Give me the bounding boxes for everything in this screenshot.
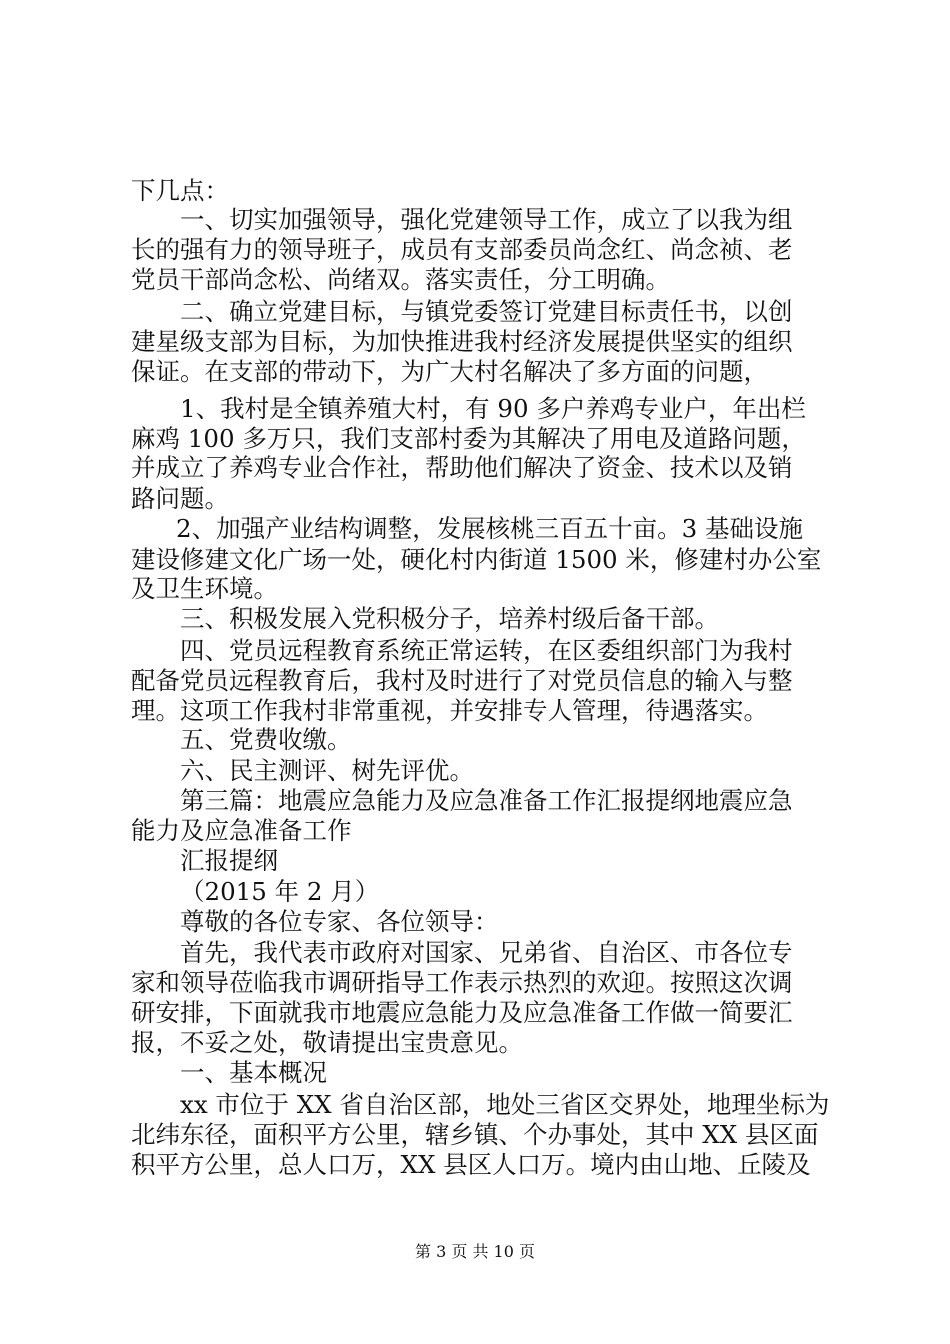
text-line: 长的强有力的领导班子，成员有支部委员尚念红、尚念祯、老 bbox=[131, 235, 793, 264]
text-line: 北纬东径，面积平方公里，辖乡镇、个办事处，其中 XX 县区面 bbox=[131, 1120, 819, 1149]
text-line: 麻鸡 100 多万只，我们支部村委为其解决了用电及道路问题， bbox=[131, 424, 806, 453]
text-line: 积平方公里，总人口万，XX 县区人口万。境内由山地、丘陵及 bbox=[131, 1150, 811, 1179]
text-line: 路问题。 bbox=[131, 484, 229, 513]
text-line: 二、确立党建目标，与镇党委签订党建目标责任书，以创 bbox=[180, 297, 793, 326]
text-line: （2015 年 2 月） bbox=[180, 877, 380, 906]
text-line: 汇报提纲 bbox=[180, 846, 278, 875]
text-line: 一、基本概况 bbox=[180, 1058, 327, 1087]
text-line: 报，不妥之处，敬请提出宝贵意见。 bbox=[131, 1028, 523, 1057]
text-line: 1、我村是全镇养殖大村，有 90 多户养鸡专业户，年出栏 bbox=[180, 394, 806, 423]
text-line: 六、民主测评、树先评优。 bbox=[180, 756, 474, 785]
text-line: 配备党员远程教育后，我村及时进行了对党员信息的输入与整 bbox=[131, 666, 793, 695]
text-line: 研安排，下面就我市地震应急能力及应急准备工作做一简要汇 bbox=[131, 998, 793, 1027]
text-line: xx 市位于 XX 省自治区部，地处三省区交界处，地理坐标为 bbox=[180, 1090, 830, 1119]
page-footer: 第 3 页 共 10 页 bbox=[415, 1242, 535, 1261]
text-line: 2、加强产业结构调整，发展核桃三百五十亩。3 基础设施 bbox=[176, 514, 803, 543]
text-line: 下几点： bbox=[131, 176, 229, 205]
text-line: 首先，我代表市政府对国家、兄弟省、自治区、市各位专 bbox=[180, 938, 793, 967]
text-line: 党员干部尚念松、尚绪双。落实责任，分工明确。 bbox=[131, 265, 670, 294]
text-line: 并成立了养鸡专业合作社，帮助他们解决了资金、技术以及销 bbox=[131, 453, 793, 482]
text-line: 四、党员远程教育系统正常运转，在区委组织部门为我村 bbox=[180, 636, 793, 665]
text-line: 建设修建文化广场一处，硬化村内街道 1500 米，修建村办公室 bbox=[131, 545, 822, 574]
text-line: 能力及应急准备工作 bbox=[131, 816, 352, 845]
text-line: 及卫生环境。 bbox=[131, 574, 278, 603]
text-line: 一、切实加强领导，强化党建领导工作，成立了以我为组 bbox=[180, 205, 793, 234]
text-line: 尊敬的各位专家、各位领导： bbox=[180, 907, 499, 936]
text-line: 家和领导莅临我市调研指导工作表示热烈的欢迎。按照这次调 bbox=[131, 968, 793, 997]
text-line: 建星级支部为目标，为加快推进我村经济发展提供坚实的组织 bbox=[131, 327, 793, 356]
text-line: 三、积极发展入党积极分子，培养村级后备干部。 bbox=[180, 604, 719, 633]
text-line: 保证。在支部的带动下，为广大村名解决了多方面的问题， bbox=[131, 357, 768, 386]
text-line: 五、党费收缴。 bbox=[180, 725, 352, 754]
text-line: 第三篇：地震应急能力及应急准备工作汇报提纲地震应急 bbox=[180, 786, 793, 815]
text-line: 理。这项工作我村非常重视，并安排专人管理，待遇落实。 bbox=[131, 696, 768, 725]
